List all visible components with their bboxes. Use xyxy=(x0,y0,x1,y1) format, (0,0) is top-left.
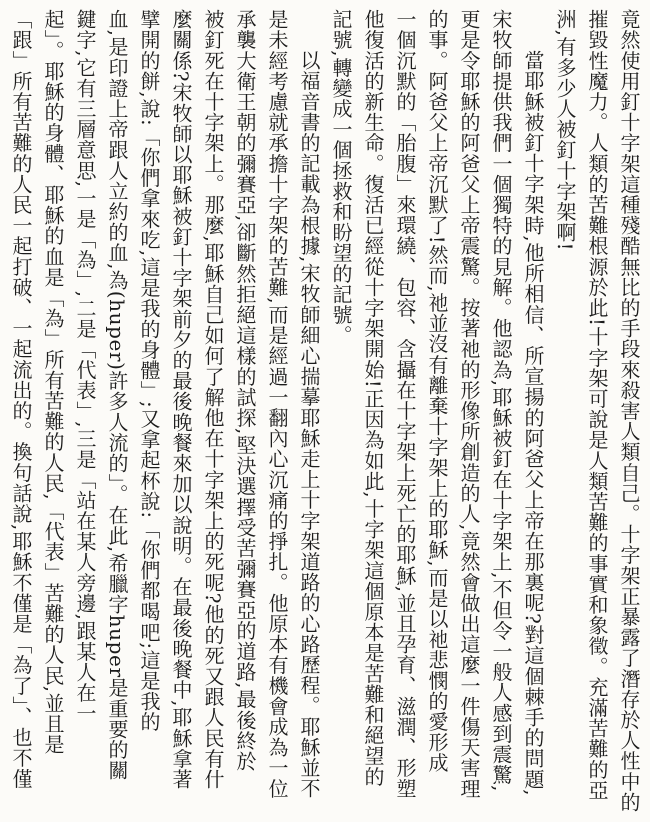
text-column: 血,是印證上帝跟人立約的血,為(huper)許多人流的」。在此,希臘字huper是重要的關 xyxy=(105,9,129,781)
text-column: 鍵字,它有三層意思,一是「為」,二是「代表」,三是「站在某人旁邊,跟某人在一 xyxy=(73,9,97,724)
text-column: 宋牧師提供我們一個獨特的見解。他認為,耶穌被釘在十字架上,不但令一般人感到震驚, xyxy=(489,9,513,793)
text-column: 摧毀性魔力。人類的苦難根源於此!十字架可說是人類苦難的事實和象徵。充滿苦難的亞 xyxy=(585,9,609,801)
text-column: 是未經考慮就承擔十字架的苦難,而是經過一翻內心沉痛的掙扎。他原本有機會成為一位 xyxy=(265,9,289,799)
text-column: 「跟」所有苦難的人民一起打破、一起流出的。換句話說,耶穌不僅是「為了」、也不僅 xyxy=(9,9,33,789)
text-column: 承襲大衛王朝的彌賽亞,卻斷然拒絕這樣的試探,堅決選擇受苦彌賽亞的道路,最後終於 xyxy=(233,9,257,772)
text-column: 記號,轉變成一個拯救和盼望的記號。 xyxy=(329,9,353,346)
text-column: 竟然使用釘十字架這種殘酷無比的手段來殺害人類自己。十字架正暴露了潛存於人性中的 xyxy=(617,9,641,813)
text-column: 麼關係?宋牧師以耶穌被釘十字架前夕的最後晚餐來加以說明。在最後晚餐中,耶穌拿著 xyxy=(169,9,193,790)
text-column: 一個沉默的「胎腹」來環繞、包容、含攝在十字架上死亡的耶穌,並且孕育、滋潤、形塑 xyxy=(393,9,417,799)
text-column: 更是令耶穌的阿爸父上帝震驚。按著祂的形像所創造的人,竟然會做出這麼一件傷天害理 xyxy=(457,9,481,799)
text-column: 被釘死在十字架上。那麼,耶穌自己如何了解他在十字架上的死呢?他的死又跟人民有什 xyxy=(201,9,225,790)
text-column: 擘開的餅,說:「你們拿來吃,這是我的身體」;又拿起杯說:「你們都喝吧;這是我的 xyxy=(137,9,161,733)
text-column: 洲,有多少人被釘十字架啊! xyxy=(553,9,577,252)
text-column: 的事。阿爸父上帝沉默了!然而,祂並沒有離棄十字架上的耶穌,而是以祂悲憫的愛形成 xyxy=(425,9,449,774)
text-column: 以福音書的記載為根據,宋牧師細心揣摹耶穌走上十字架道路的心路歷程。耶穌並不 xyxy=(297,50,321,799)
text-column: 起」。耶穌的身體、耶穌的血是「為」所有苦難的人民,「代表」苦難的人民,並且是 xyxy=(41,9,65,755)
text-column: 他復活的新生命。復活已經從十字架開始!正因為如此,十字架這個原本是苦難和絕望的 xyxy=(361,9,385,787)
text-column: 當耶穌被釘十字架時,他所相信、所宣揚的阿爸父上帝在那裏呢?對這個棘手的問題, xyxy=(521,50,545,797)
